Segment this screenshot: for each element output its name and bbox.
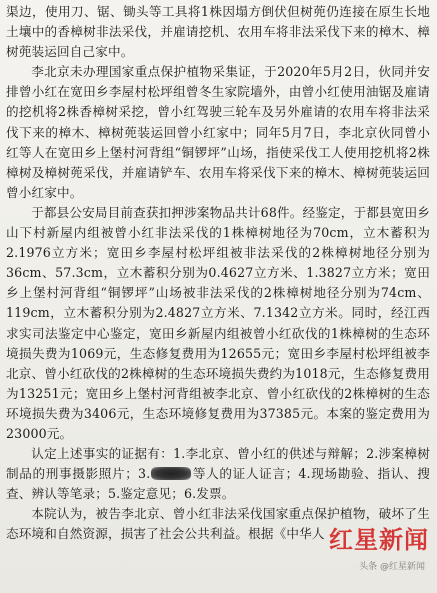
paragraph-court-opinion: 本院认为，被告李北京、曾小红非法采伐国家重点保护植物，破坏了生态环境和自然资源，损害了社会公共利益。根据《中华人 (6, 506, 430, 542)
paragraph-second-crime-fact: 李北京未办理国家重点保护植物采集证，于2020年5月2日，伙同并安排曾小红在宽田乡李屋村松坪组曾冬生家院墙外，由曾小红使用油锯及雇请的挖机将2株香樟树采挖，曾小红驾驶三轮车及另外雇请的农用车将非法采伐下来的樟木、樟树蔸装运回曾小红家中；同年5月7日，李北京伙同曾小红等人在宽田乡上堡村河背组“铜锣坪”山场，指使采伐工人使用挖机将2株樟树及樟树蔸采伐，并雇请铲车、农用车将采伐下来的樟木、樟树蔸装运回曾小红家中。 (6, 64, 430, 200)
watermark-logo: 红星新闻 (329, 526, 429, 554)
redacted-name-block (151, 467, 191, 480)
evidence-list-part-1: 认定上述事实的证据有：1.李北京、曾小红的供述与辩解；2.涉案樟树制品的刑事摄影照片；3. (6, 446, 430, 482)
evidence-list-part-2: 等人的证人证言；4.现场勘验、指认、搜查、辨认等笔录；5.鉴定意见；6.发票。 (6, 466, 430, 502)
document-body (6, 2, 430, 545)
watermark-source: 头条 @红星新闻 (359, 562, 425, 572)
paragraph-continued-case-fact: 渠边，使用刀、锯、锄头等工具将1株因塌方倒伏但树蔸仍连接在原生长地土壤中的香樟树非法采伐，并雇请挖机、农用车将非法采伐下来的樟木、樟树蔸装运回自己家中。 (6, 4, 430, 60)
paragraph-appraisal-results: 于都县公安局目前查获扣押涉案物品共计68件。经鉴定，于都县宽田乡山下村新屋内组被曾小红非法采伐的1株樟树地径为70cm，立木蓄积为2.1976立方米；宽田乡李屋村松坪组被非法采伐的2株樟树地径分别为36cm、57.3cm，立木蓄积分别为0.4627立方米、1.3827立方米；宽田乡上堡村河背组“铜锣坪”山场被非法采伐的2株樟树地径分别为74cm、119cm，立木蓄积分别为2.4827立方米、7.1342立方米。同时，经江西求实司法鉴定中心鉴定，宽田乡新屋内组被曾小红砍伐的1株樟树的生态环境损失费为1069元，生态修复费用为12655元；宽田乡李屋村松坪组被李北京、曾小红砍伐的2株樟树的生态环境损失费约为1018元，生态修复费用为13251元；宽田乡上堡村河背组被李北京、曾小红砍伐的2株樟树的生态环境损失费为3406元，生态环境修复费用为37385元。本案的鉴定费用为23000元。 (6, 204, 430, 441)
paragraph-evidence-list (6, 444, 430, 504)
news-watermark (309, 525, 429, 583)
